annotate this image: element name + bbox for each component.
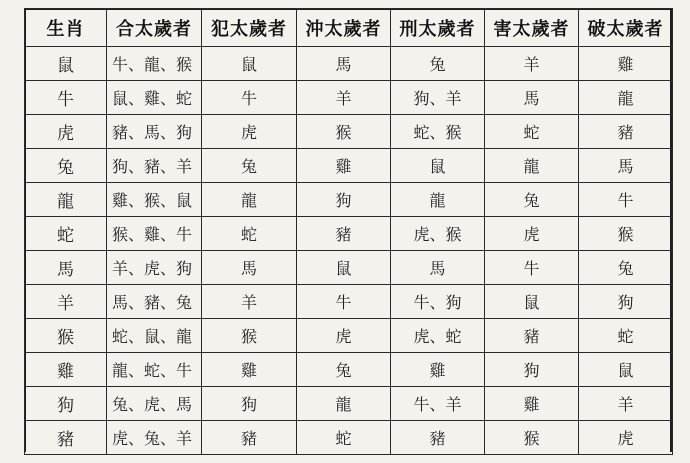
cell-xing-taisui: 豬 <box>391 421 485 455</box>
cell-po-taisui: 鼠 <box>579 353 673 387</box>
cell-po-taisui: 馬 <box>579 149 673 183</box>
cell-zodiac: 兔 <box>25 149 107 183</box>
cell-he-taisui: 鼠、雞、蛇 <box>107 81 202 115</box>
cell-fan-taisui: 羊 <box>202 285 297 319</box>
cell-zodiac: 狗 <box>25 387 107 421</box>
cell-zodiac: 蛇 <box>25 217 107 251</box>
header-fan-taisui: 犯太歲者 <box>202 9 297 47</box>
cell-po-taisui: 豬 <box>579 115 673 149</box>
cell-he-taisui: 牛、龍、猴 <box>107 47 202 81</box>
cell-hai-taisui: 龍 <box>485 149 579 183</box>
cell-chong-taisui: 猴 <box>297 115 391 149</box>
header-zodiac: 生肖 <box>25 9 107 47</box>
cell-zodiac: 虎 <box>25 115 107 149</box>
cell-chong-taisui: 豬 <box>297 217 391 251</box>
cell-he-taisui: 兔、虎、馬 <box>107 387 202 421</box>
table-row <box>25 319 673 353</box>
header-hai-taisui: 害太歲者 <box>485 9 579 47</box>
cell-zodiac: 鼠 <box>25 47 107 81</box>
cell-fan-taisui: 豬 <box>202 421 297 455</box>
cell-chong-taisui: 狗 <box>297 183 391 217</box>
table-row <box>25 353 673 387</box>
cell-hai-taisui: 虎 <box>485 217 579 251</box>
table-row <box>25 149 673 183</box>
cell-he-taisui: 豬、馬、狗 <box>107 115 202 149</box>
cell-xing-taisui: 兔 <box>391 47 485 81</box>
table-row <box>25 421 673 455</box>
cell-po-taisui: 狗 <box>579 285 673 319</box>
cell-fan-taisui: 蛇 <box>202 217 297 251</box>
cell-hai-taisui: 蛇 <box>485 115 579 149</box>
cell-he-taisui: 狗、豬、羊 <box>107 149 202 183</box>
header-he-taisui: 合太歲者 <box>107 9 202 47</box>
cell-he-taisui: 猴、雞、牛 <box>107 217 202 251</box>
header-xing-taisui: 刑太歲者 <box>391 9 485 47</box>
cell-po-taisui: 雞 <box>579 47 673 81</box>
cell-po-taisui: 龍 <box>579 81 673 115</box>
cell-chong-taisui: 羊 <box>297 81 391 115</box>
cell-xing-taisui: 雞 <box>391 353 485 387</box>
cell-po-taisui: 牛 <box>579 183 673 217</box>
cell-po-taisui: 猴 <box>579 217 673 251</box>
cell-he-taisui: 羊、虎、狗 <box>107 251 202 285</box>
cell-zodiac: 猴 <box>25 319 107 353</box>
cell-hai-taisui: 鼠 <box>485 285 579 319</box>
cell-hai-taisui: 猴 <box>485 421 579 455</box>
header-chong-taisui: 沖太歲者 <box>297 9 391 47</box>
cell-po-taisui: 蛇 <box>579 319 673 353</box>
cell-fan-taisui: 馬 <box>202 251 297 285</box>
cell-fan-taisui: 狗 <box>202 387 297 421</box>
cell-fan-taisui: 兔 <box>202 149 297 183</box>
header-row <box>25 9 673 47</box>
table-body <box>25 47 673 455</box>
cell-he-taisui: 馬、豬、兔 <box>107 285 202 319</box>
cell-fan-taisui: 牛 <box>202 81 297 115</box>
cell-he-taisui: 虎、兔、羊 <box>107 421 202 455</box>
cell-chong-taisui: 虎 <box>297 319 391 353</box>
table-row <box>25 251 673 285</box>
table-row <box>25 47 673 81</box>
cell-xing-taisui: 蛇、猴 <box>391 115 485 149</box>
header-po-taisui: 破太歲者 <box>579 9 673 47</box>
cell-zodiac: 豬 <box>25 421 107 455</box>
cell-chong-taisui: 雞 <box>297 149 391 183</box>
cell-xing-taisui: 龍 <box>391 183 485 217</box>
cell-xing-taisui: 牛、羊 <box>391 387 485 421</box>
cell-chong-taisui: 蛇 <box>297 421 391 455</box>
cell-xing-taisui: 虎、猴 <box>391 217 485 251</box>
cell-xing-taisui: 馬 <box>391 251 485 285</box>
cell-hai-taisui: 豬 <box>485 319 579 353</box>
cell-po-taisui: 虎 <box>579 421 673 455</box>
cell-hai-taisui: 牛 <box>485 251 579 285</box>
cell-chong-taisui: 馬 <box>297 47 391 81</box>
table-row <box>25 183 673 217</box>
cell-zodiac: 馬 <box>25 251 107 285</box>
cell-chong-taisui: 龍 <box>297 387 391 421</box>
table-row <box>25 217 673 251</box>
cell-he-taisui: 蛇、鼠、龍 <box>107 319 202 353</box>
cell-he-taisui: 雞、猴、鼠 <box>107 183 202 217</box>
cell-hai-taisui: 狗 <box>485 353 579 387</box>
cell-hai-taisui: 兔 <box>485 183 579 217</box>
cell-chong-taisui: 牛 <box>297 285 391 319</box>
tai-sui-table <box>24 8 673 455</box>
cell-hai-taisui: 馬 <box>485 81 579 115</box>
cell-hai-taisui: 羊 <box>485 47 579 81</box>
cell-zodiac: 龍 <box>25 183 107 217</box>
cell-fan-taisui: 雞 <box>202 353 297 387</box>
cell-fan-taisui: 龍 <box>202 183 297 217</box>
cell-fan-taisui: 虎 <box>202 115 297 149</box>
cell-he-taisui: 龍、蛇、牛 <box>107 353 202 387</box>
cell-chong-taisui: 鼠 <box>297 251 391 285</box>
cell-fan-taisui: 鼠 <box>202 47 297 81</box>
cell-zodiac: 牛 <box>25 81 107 115</box>
cell-xing-taisui: 鼠 <box>391 149 485 183</box>
cell-chong-taisui: 兔 <box>297 353 391 387</box>
cell-hai-taisui: 雞 <box>485 387 579 421</box>
cell-xing-taisui: 狗、羊 <box>391 81 485 115</box>
table-row <box>25 285 673 319</box>
cell-zodiac: 羊 <box>25 285 107 319</box>
cell-po-taisui: 羊 <box>579 387 673 421</box>
cell-zodiac: 雞 <box>25 353 107 387</box>
table-row <box>25 387 673 421</box>
cell-xing-taisui: 虎、蛇 <box>391 319 485 353</box>
cell-xing-taisui: 牛、狗 <box>391 285 485 319</box>
table-row <box>25 81 673 115</box>
table-row <box>25 115 673 149</box>
cell-fan-taisui: 猴 <box>202 319 297 353</box>
cell-po-taisui: 兔 <box>579 251 673 285</box>
